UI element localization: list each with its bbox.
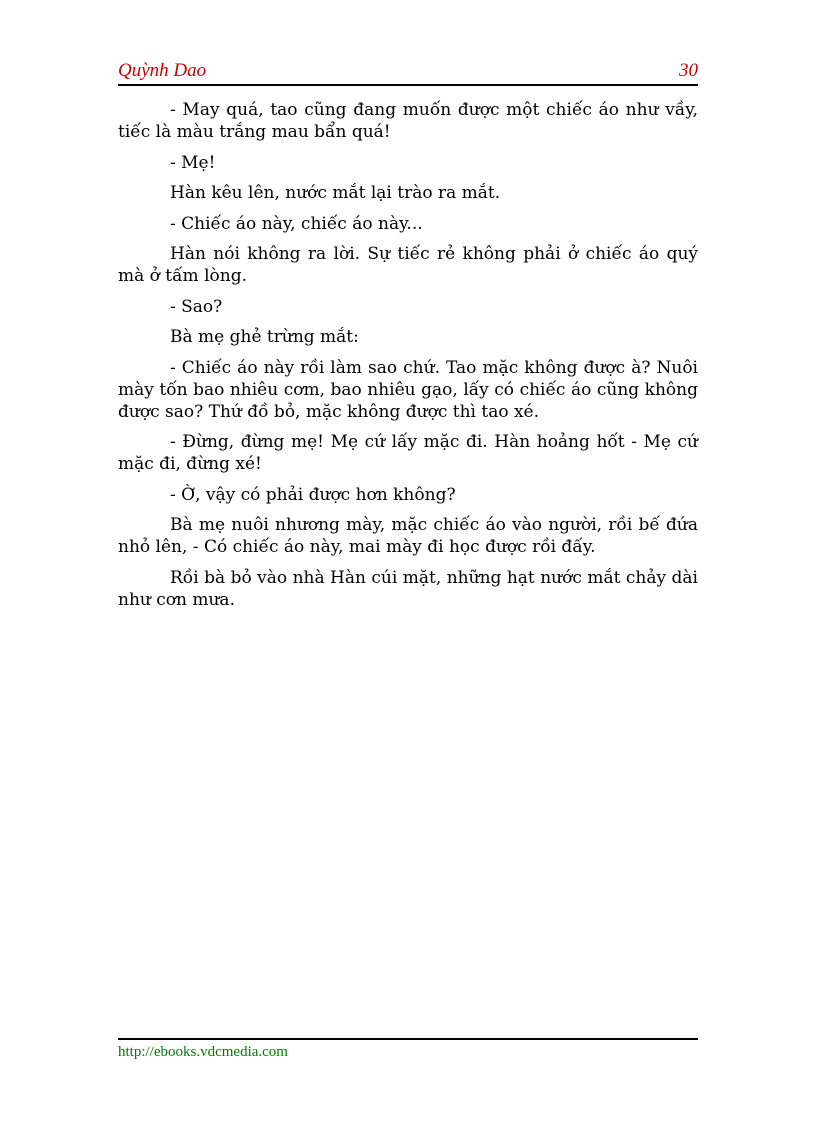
- paragraph: - Đừng, đừng mẹ! Mẹ cứ lấy mặc đi. Hàn hoảng hốt - Mẹ cứ mặc đi, đừng xé!: [118, 432, 698, 474]
- paragraph: - Chiếc áo này, chiếc áo này...: [170, 213, 423, 234]
- page-header: [118, 58, 698, 86]
- paragraph: - Sao?: [170, 296, 223, 317]
- page-number: 30: [679, 60, 698, 81]
- footer-divider: [118, 1038, 698, 1040]
- paragraph: Rồi bà bỏ vào nhà Hàn cúi mặt, những hạt nước mắt chảy dài như cơn mưa.: [118, 567, 698, 610]
- paragraph: Hàn kêu lên, nước mắt lại trào ra mắt.: [170, 183, 501, 203]
- header-author: Quỳnh Dao: [118, 60, 207, 81]
- page-body: [118, 99, 698, 619]
- paragraph: - May quá, tao cũng đang muốn được một chiếc áo như vầy, tiếc là màu trắng mau bẩn quá!: [118, 100, 698, 142]
- footer-link[interactable]: http://ebooks.vdcmedia.com: [118, 1044, 288, 1060]
- paragraph: - Mẹ!: [170, 152, 216, 173]
- paragraph: - Chiếc áo này rồi làm sao chứ. Tao mặc không được à? Nuôi mày tốn bao nhiêu cơm, bao nhiêu gạo, lấy có chiếc áo cũng không được sao? Thứ đồ bỏ, mặc không được thì tao xé.: [118, 357, 698, 422]
- paragraph: Bà mẹ nuôi nhương mày, mặc chiếc áo vào người, rồi bế đứa nhỏ lên, - Có chiếc áo này, mai mày đi học được rồi đấy.: [118, 515, 698, 557]
- paragraph: Hàn nói không ra lời. Sự tiếc rẻ không phải ở chiếc áo quý mà ở tấm lòng.: [118, 244, 698, 286]
- paragraph: - Ờ, vậy có phải được hơn không?: [170, 484, 456, 505]
- paragraph: Bà mẹ ghẻ trừng mắt:: [170, 327, 359, 347]
